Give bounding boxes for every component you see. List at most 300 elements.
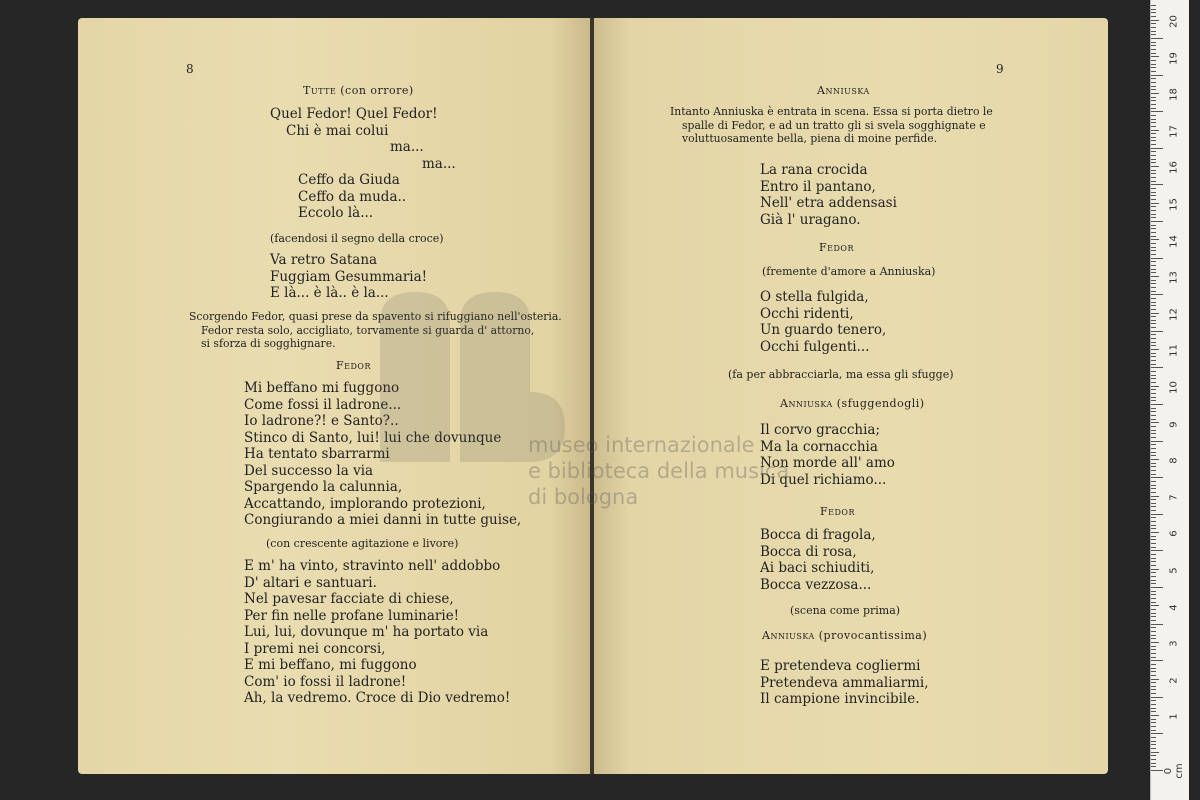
stage-line: spalle di Fedor, e ad un tratto gli si svela sogghignate e	[682, 118, 986, 132]
ruler-tick	[1151, 82, 1156, 83]
speaker-direction: (sfuggendogli)	[836, 397, 925, 410]
ruler-tick	[1151, 668, 1156, 669]
open-book	[78, 18, 1108, 774]
verse-line: Il corvo gracchia;	[760, 422, 881, 438]
verse-block	[760, 658, 928, 708]
ruler-tick	[1151, 536, 1156, 537]
ruler-tick	[1151, 93, 1159, 94]
ruler-tick	[1151, 763, 1156, 764]
verse-line: Lui, lui, dovunque m' ha portato via	[244, 624, 489, 640]
ruler-tick	[1151, 686, 1156, 687]
ruler-tick	[1151, 269, 1156, 270]
watermark-line: e biblioteca della musica	[528, 459, 790, 483]
verse-line: D' altari e santuari.	[244, 574, 377, 591]
ruler-tick	[1151, 411, 1156, 412]
ruler-tick	[1151, 97, 1156, 98]
verse-line: Ah, la vedremo. Croce di Dio vedremo!	[244, 690, 511, 706]
ruler-tick	[1151, 166, 1159, 167]
ruler-tick	[1151, 704, 1156, 705]
verse-line: E là... è là.. è la...	[270, 285, 389, 301]
verse-line: Bocca vezzosa...	[760, 576, 872, 593]
ruler-tick	[1151, 393, 1156, 394]
ruler-tick	[1151, 12, 1156, 13]
stage-line: Intanto Anniuska è entrata in scena. Essa si porta dietro le	[670, 105, 993, 118]
ruler-tick	[1151, 558, 1156, 559]
ruler-tick	[1151, 675, 1156, 676]
ruler-tick	[1151, 689, 1156, 690]
ruler-tick	[1151, 60, 1156, 61]
ruler-tick	[1151, 539, 1156, 540]
ruler-tick	[1151, 104, 1156, 105]
speaker-fedor	[820, 505, 855, 518]
ruler-tick	[1151, 569, 1159, 570]
ruler-tick	[1151, 75, 1163, 76]
ruler-tick	[1151, 631, 1156, 632]
ruler-tick	[1151, 506, 1156, 507]
ruler-tick	[1151, 140, 1156, 141]
ruler-tick	[1151, 151, 1156, 152]
verse-line: Un guardo tenero,	[760, 322, 887, 338]
ruler-tick	[1151, 466, 1156, 467]
ruler-tick	[1151, 115, 1156, 116]
speaker-name: Tutte	[303, 84, 337, 97]
ruler-tick	[1151, 397, 1156, 398]
ruler-tick	[1151, 342, 1156, 343]
ruler-label: 6	[1168, 530, 1180, 538]
ruler-label: 7	[1168, 494, 1180, 501]
ruler-tick	[1151, 444, 1156, 445]
ruler-tick	[1151, 67, 1156, 68]
ruler-tick	[1151, 302, 1156, 303]
speaker-anniuska	[817, 84, 870, 97]
ruler-tick	[1151, 722, 1156, 723]
ruler-tick	[1151, 144, 1156, 145]
ruler-tick	[1151, 609, 1156, 610]
ruler-tick	[1151, 613, 1156, 614]
ruler-tick	[1151, 272, 1156, 273]
ruler-label: 5	[1168, 567, 1180, 574]
ruler-tick	[1151, 693, 1156, 694]
ruler-tick	[1151, 20, 1159, 21]
verse-line: Congiurando a miei danni in tutte guise,	[244, 512, 522, 528]
ruler-tick	[1151, 748, 1156, 749]
ruler-tick	[1151, 221, 1163, 222]
speaker-fedor	[819, 241, 854, 254]
speaker-name: Fedor	[336, 359, 371, 372]
ruler-tick	[1151, 426, 1156, 427]
ruler-tick	[1151, 627, 1156, 628]
speaker-name: Anniuska	[817, 84, 870, 97]
verse-line: Bocca di rosa,	[760, 543, 857, 560]
speaker-direction: (con orrore)	[340, 84, 414, 97]
verse-line: Del successo la via	[244, 462, 374, 479]
ruler-tick	[1151, 715, 1159, 716]
ruler-tick	[1151, 459, 1159, 460]
ruler-tick	[1151, 733, 1163, 734]
ruler-tick	[1151, 602, 1156, 603]
ruler-tick	[1151, 31, 1156, 32]
ruler-tick	[1151, 111, 1163, 112]
verse-line: E pretendeva cogliermi	[760, 658, 921, 674]
ruler-label: 15	[1168, 198, 1180, 211]
ruler-tick	[1151, 755, 1156, 756]
stage-direction: (con crescente agitazione e livore)	[266, 537, 459, 550]
ruler-tick	[1151, 360, 1156, 361]
verse-line: Ceffo da muda..	[298, 188, 407, 205]
speaker-name: Fedor	[819, 241, 854, 254]
ruler-tick	[1151, 708, 1156, 709]
ruler-label: 4	[1168, 603, 1180, 611]
ruler-tick	[1151, 137, 1156, 138]
ruler-label: 8	[1168, 457, 1180, 464]
ruler-tick	[1151, 404, 1163, 405]
ruler-tick	[1151, 624, 1163, 625]
verse-line: Occhi ridenti,	[760, 305, 854, 322]
stage-direction: (facendosi il segno della croce)	[270, 232, 444, 245]
verse-line: Ma la cornacchia	[760, 438, 878, 455]
verse-line: Ha tentato sbarrarmi	[244, 446, 390, 462]
ruler-tick	[1151, 228, 1156, 229]
ruler-tick	[1151, 225, 1156, 226]
ruler-tick	[1151, 276, 1159, 277]
verse-line: Ceffo da Giuda	[298, 172, 400, 188]
ruler-tick	[1151, 474, 1156, 475]
ruler-tick	[1151, 737, 1156, 738]
ruler-tick	[1151, 261, 1156, 262]
ruler-tick	[1151, 133, 1156, 134]
ruler-tick	[1151, 554, 1156, 555]
ruler-tick	[1151, 481, 1156, 482]
ruler-tick	[1151, 323, 1156, 324]
ruler-tick	[1151, 217, 1156, 218]
stage-direction: (fa per abbracciarla, ma essa gli sfugge)	[728, 368, 954, 381]
ruler-tick	[1151, 477, 1163, 478]
verse-line: Nel pavesar facciate di chiese,	[244, 591, 454, 607]
watermark-text	[528, 432, 789, 510]
ruler-tick	[1151, 27, 1156, 28]
verse-line: Come fossi il ladrone...	[244, 396, 402, 413]
stage-direction	[670, 105, 993, 146]
ruler-tick	[1151, 463, 1156, 464]
ruler-tick	[1151, 580, 1156, 581]
ruler-tick	[1151, 130, 1159, 131]
ruler-tick	[1151, 419, 1156, 420]
verse-line: Io ladrone?! e Santo?..	[244, 413, 399, 429]
page-number-right: 9	[996, 62, 1004, 76]
ruler-tick	[1151, 309, 1156, 310]
ruler-tick	[1151, 642, 1159, 643]
ruler-tick	[1151, 356, 1156, 357]
speaker-anniuska	[762, 629, 927, 642]
ruler-tick	[1151, 203, 1159, 204]
ruler-tick	[1151, 488, 1156, 489]
ruler-tick	[1151, 576, 1156, 577]
verse-line: Stinco di Santo, lui! lui che dovunque	[244, 429, 502, 446]
verse-line: Per fin nelle profane luminarie!	[244, 607, 460, 624]
ruler-label: 14	[1168, 234, 1180, 248]
ruler-label: 19	[1168, 51, 1180, 65]
ruler-tick	[1151, 162, 1156, 163]
ruler-tick	[1151, 100, 1156, 101]
ruler-tick	[1151, 583, 1156, 584]
verse-line: Mi beffano mi fuggono	[244, 380, 400, 396]
ruler-tick	[1151, 470, 1156, 471]
stage-direction: (scena come prima)	[790, 604, 901, 617]
ruler-tick	[1151, 485, 1156, 486]
ruler-tick	[1151, 122, 1156, 123]
ruler-tick	[1151, 660, 1163, 661]
ruler-tick	[1151, 258, 1163, 259]
stage-line: si sforza di sogghignare.	[201, 337, 336, 350]
ruler-tick	[1151, 561, 1156, 562]
ruler-tick	[1151, 638, 1156, 639]
ruler-tick	[1151, 448, 1156, 449]
ruler-tick	[1151, 433, 1156, 434]
ruler-tick	[1151, 159, 1156, 160]
ruler-label: 0 cm	[1163, 763, 1185, 779]
verse-line: Bocca di fragola,	[760, 527, 876, 543]
verse-line: ma...	[390, 139, 424, 155]
verse-line: Il campione invincibile.	[760, 691, 920, 707]
verse-line: Già l' uragano.	[760, 211, 861, 228]
verse-line: Va retro Satana	[270, 252, 378, 268]
ruler-tick	[1151, 679, 1159, 680]
watermark-line: di bologna	[528, 485, 639, 509]
verse-line: E m' ha vinto, stravinto nell' addobbo	[244, 558, 501, 574]
stage-line: voluttuosamente bella, piena di moine perfide.	[682, 132, 938, 145]
ruler-tick	[1151, 430, 1156, 431]
ruler-tick	[1151, 49, 1156, 50]
speaker-direction: (provocantissima)	[818, 629, 928, 642]
ruler-tick	[1151, 298, 1156, 299]
ruler-tick	[1151, 126, 1156, 127]
verse-line: Quel Fedor! Quel Fedor!	[270, 106, 438, 122]
ruler-tick	[1151, 649, 1156, 650]
ruler-tick	[1151, 291, 1156, 292]
verse-line: Spargendo la calunnia,	[244, 479, 403, 495]
ruler-tick	[1151, 78, 1156, 79]
ruler-tick	[1151, 766, 1156, 767]
ruler-tick	[1151, 415, 1156, 416]
ruler-tick	[1151, 38, 1163, 39]
ruler-tick	[1151, 283, 1156, 284]
ruler-tick	[1151, 400, 1156, 401]
ruler-tick	[1151, 587, 1163, 588]
ruler-tick	[1151, 543, 1156, 544]
ruler-tick	[1151, 375, 1156, 376]
ruler-tick	[1151, 320, 1156, 321]
ruler-tick	[1151, 697, 1163, 698]
ruler-tick	[1151, 510, 1156, 511]
ruler-tick	[1151, 16, 1156, 17]
ruler-tick	[1151, 492, 1156, 493]
speaker-name: Fedor	[820, 505, 855, 518]
ruler-tick	[1151, 646, 1156, 647]
ruler-label: 17	[1168, 124, 1180, 138]
ruler-tick	[1151, 345, 1156, 346]
ruler-label: 1	[1168, 713, 1180, 721]
verse-block	[244, 558, 510, 707]
ruler-label: 13	[1168, 271, 1180, 285]
ruler-tick	[1151, 422, 1159, 423]
ruler-tick	[1151, 408, 1156, 409]
ruler-tick	[1151, 45, 1156, 46]
ruler-tick	[1151, 254, 1156, 255]
ruler-tick	[1151, 56, 1159, 57]
ruler-label: 10	[1168, 381, 1180, 394]
ruler-tick	[1151, 188, 1156, 189]
ruler-tick	[1151, 287, 1156, 288]
ruler-tick	[1151, 657, 1156, 658]
ruler-label: 16	[1168, 161, 1180, 175]
ruler-tick	[1151, 214, 1156, 215]
speaker-name: Anniuska	[762, 629, 815, 642]
ruler-tick	[1151, 210, 1156, 211]
verse-line: Com' io fossi il ladrone!	[244, 673, 407, 690]
ruler-tick	[1151, 9, 1156, 10]
ruler-tick	[1151, 598, 1156, 599]
ruler-tick	[1151, 239, 1159, 240]
ruler-tick	[1151, 119, 1156, 120]
ruler-tick	[1151, 64, 1156, 65]
speaker-name: Anniuska	[780, 397, 833, 410]
ruler-label: 20	[1168, 15, 1180, 28]
ruler-tick	[1151, 170, 1156, 171]
ruler-tick	[1151, 232, 1156, 233]
ruler-tick	[1151, 452, 1156, 453]
ruler-tick	[1151, 711, 1156, 712]
speaker-fedor	[336, 359, 371, 372]
ruler-tick	[1151, 741, 1156, 742]
ruler-tick	[1151, 386, 1159, 387]
ruler-tick	[1151, 770, 1163, 771]
ruler-tick	[1151, 682, 1156, 683]
ruler-tick	[1151, 173, 1156, 174]
ruler-tick	[1151, 371, 1156, 372]
verse-line: Fuggiam Gesummaria!	[270, 268, 428, 285]
ruler-tick	[1151, 550, 1163, 551]
ruler-tick	[1151, 517, 1156, 518]
ruler-tick	[1151, 455, 1156, 456]
page-number-left: 8	[186, 62, 194, 76]
ruler-tick	[1151, 250, 1156, 251]
verse-block	[760, 527, 876, 593]
ruler-label: 9	[1168, 420, 1180, 428]
ruler-tick	[1151, 199, 1156, 200]
ruler-label: 12	[1168, 307, 1180, 321]
ruler-tick	[1151, 496, 1159, 497]
stage-line: Fedor resta solo, accigliato, torvamente si guarda d' attorno,	[201, 323, 535, 337]
ruler-tick	[1151, 730, 1156, 731]
ruler-tick	[1151, 86, 1156, 87]
ruler-tick	[1151, 367, 1163, 368]
verse-line: La rana crocida	[760, 162, 868, 178]
stage-direction: (fremente d'amore a Anniuska)	[762, 265, 936, 278]
ruler-tick	[1151, 620, 1156, 621]
ruler-tick	[1151, 247, 1156, 248]
ruler-tick	[1151, 89, 1156, 90]
verse-line: Pretendeva ammaliarmi,	[760, 674, 929, 691]
ruler-tick	[1151, 726, 1156, 727]
ruler-tick	[1151, 71, 1156, 72]
verse-line: ma...	[422, 155, 456, 172]
ruler-tick	[1151, 331, 1163, 332]
verse-line: I premi nei concorsi,	[244, 640, 386, 657]
ruler-tick	[1151, 635, 1156, 636]
ruler-tick	[1151, 752, 1159, 753]
ruler-tick	[1151, 744, 1156, 745]
verse-block	[760, 162, 897, 228]
ruler-tick	[1151, 616, 1156, 617]
ruler-tick	[1151, 572, 1156, 573]
verse-block	[270, 106, 456, 222]
ruler-label: 2	[1168, 677, 1180, 684]
right-page	[594, 18, 1108, 774]
speaker-tutte	[303, 84, 414, 97]
speaker-anniuska	[780, 397, 925, 410]
ruler-tick	[1151, 378, 1156, 379]
ruler-tick	[1151, 528, 1156, 529]
ruler-tick	[1151, 382, 1156, 383]
ruler-tick	[1151, 294, 1163, 295]
ruler-tick	[1151, 42, 1156, 43]
verse-line: Eccolo là...	[298, 205, 374, 221]
ruler-tick	[1151, 280, 1156, 281]
ruler-tick	[1151, 389, 1156, 390]
ruler-tick	[1151, 334, 1156, 335]
ruler-tick	[1151, 514, 1163, 515]
ruler-tick	[1151, 195, 1156, 196]
ruler-tick	[1151, 353, 1156, 354]
ruler-tick	[1151, 565, 1156, 566]
ruler-label: 18	[1168, 88, 1180, 102]
ruler-tick	[1151, 206, 1156, 207]
ruler-tick	[1151, 184, 1163, 185]
watermark-line: museo internazionale	[528, 433, 755, 457]
ruler-label: 11	[1168, 344, 1180, 358]
ruler-tick	[1151, 591, 1156, 592]
ruler-tick	[1151, 594, 1156, 595]
ruler-tick	[1151, 364, 1156, 365]
ruler-tick	[1151, 759, 1156, 760]
ruler-tick	[1151, 181, 1156, 182]
ruler-tick	[1151, 192, 1156, 193]
ruler-tick	[1151, 148, 1163, 149]
verse-line: E mi beffano, mi fuggono	[244, 657, 417, 673]
verse-line: Ai baci schiuditi,	[760, 560, 875, 576]
ruler-tick	[1151, 605, 1159, 606]
ruler-tick	[1151, 305, 1156, 306]
ruler-tick	[1151, 338, 1156, 339]
ruler-tick	[1151, 437, 1156, 438]
ruler-tick	[1151, 700, 1156, 701]
ruler-tick	[1151, 243, 1156, 244]
ruler-tick	[1151, 349, 1159, 350]
ruler-tick	[1151, 327, 1156, 328]
ruler-tick	[1151, 719, 1156, 720]
verse-line: O stella fulgida,	[760, 289, 869, 305]
ruler-tick	[1151, 316, 1156, 317]
verse-line: Non morde all' amo	[760, 455, 895, 471]
ruler-tick	[1151, 155, 1156, 156]
ruler-tick	[1151, 499, 1156, 500]
verse-line: Chi è mai colui	[286, 122, 389, 139]
measurement-ruler	[1150, 0, 1189, 800]
ruler-tick	[1151, 53, 1156, 54]
ruler-tick	[1151, 5, 1156, 6]
verse-line: Accattando, implorando protezioni,	[244, 495, 486, 512]
ruler-tick	[1151, 521, 1156, 522]
